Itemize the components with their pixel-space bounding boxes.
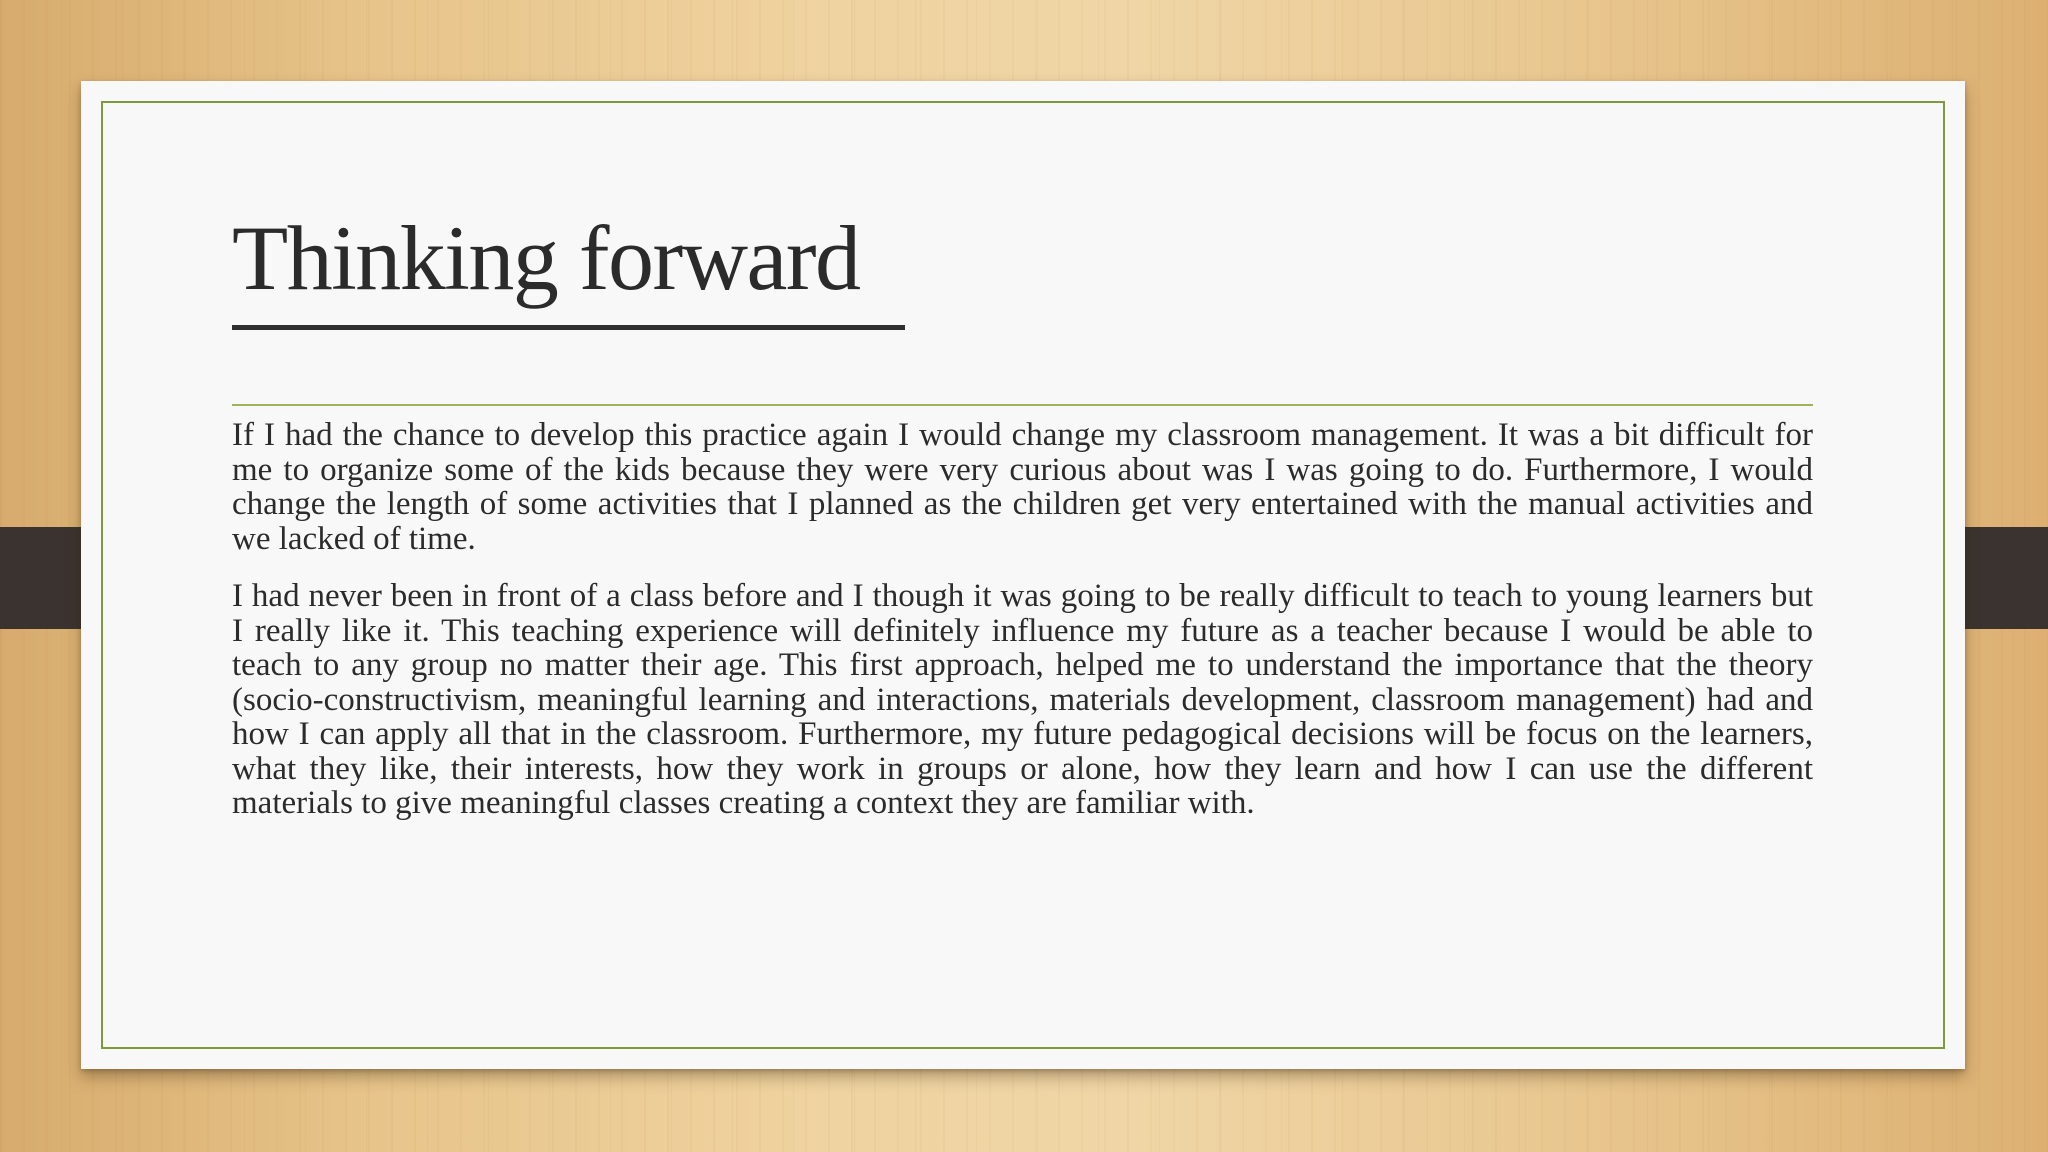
title-underline	[232, 325, 905, 330]
divider-rule	[232, 404, 1813, 406]
slide-title: Thinking forward	[232, 207, 860, 309]
slide	[81, 81, 1965, 1069]
paragraph-teaching-experience: I had never been in front of a class before and I though it was going to be really difficult to teach to young learners but I really like it. This teaching experience will definitely influence my future as a teacher because I would be able to teach to any group no matter their age. This first approach, helped me to understand the importance that the theory (socio-constructivism, meaningful learning and interactions, materials development, classroom management) had and how I can apply all that in the classroom. Furthermore, my future pedagogical decisions will be focus on the learners, what they like, their interests, how they work in groups or alone, how they learn and how I can use the different materials to give meaningful classes creating a context they are familiar with.	[232, 578, 1813, 821]
slide-body	[232, 418, 1813, 844]
paragraph-classroom-management: If I had the chance to develop this practice again I would change my classroom management. It was a bit difficult for me to organize some of the kids because they were very curious about was I was going to do. Furthermore, I would change the length of some activities that I planned as the children get very entertained with the manual activities and we lacked of time.	[232, 417, 1813, 557]
